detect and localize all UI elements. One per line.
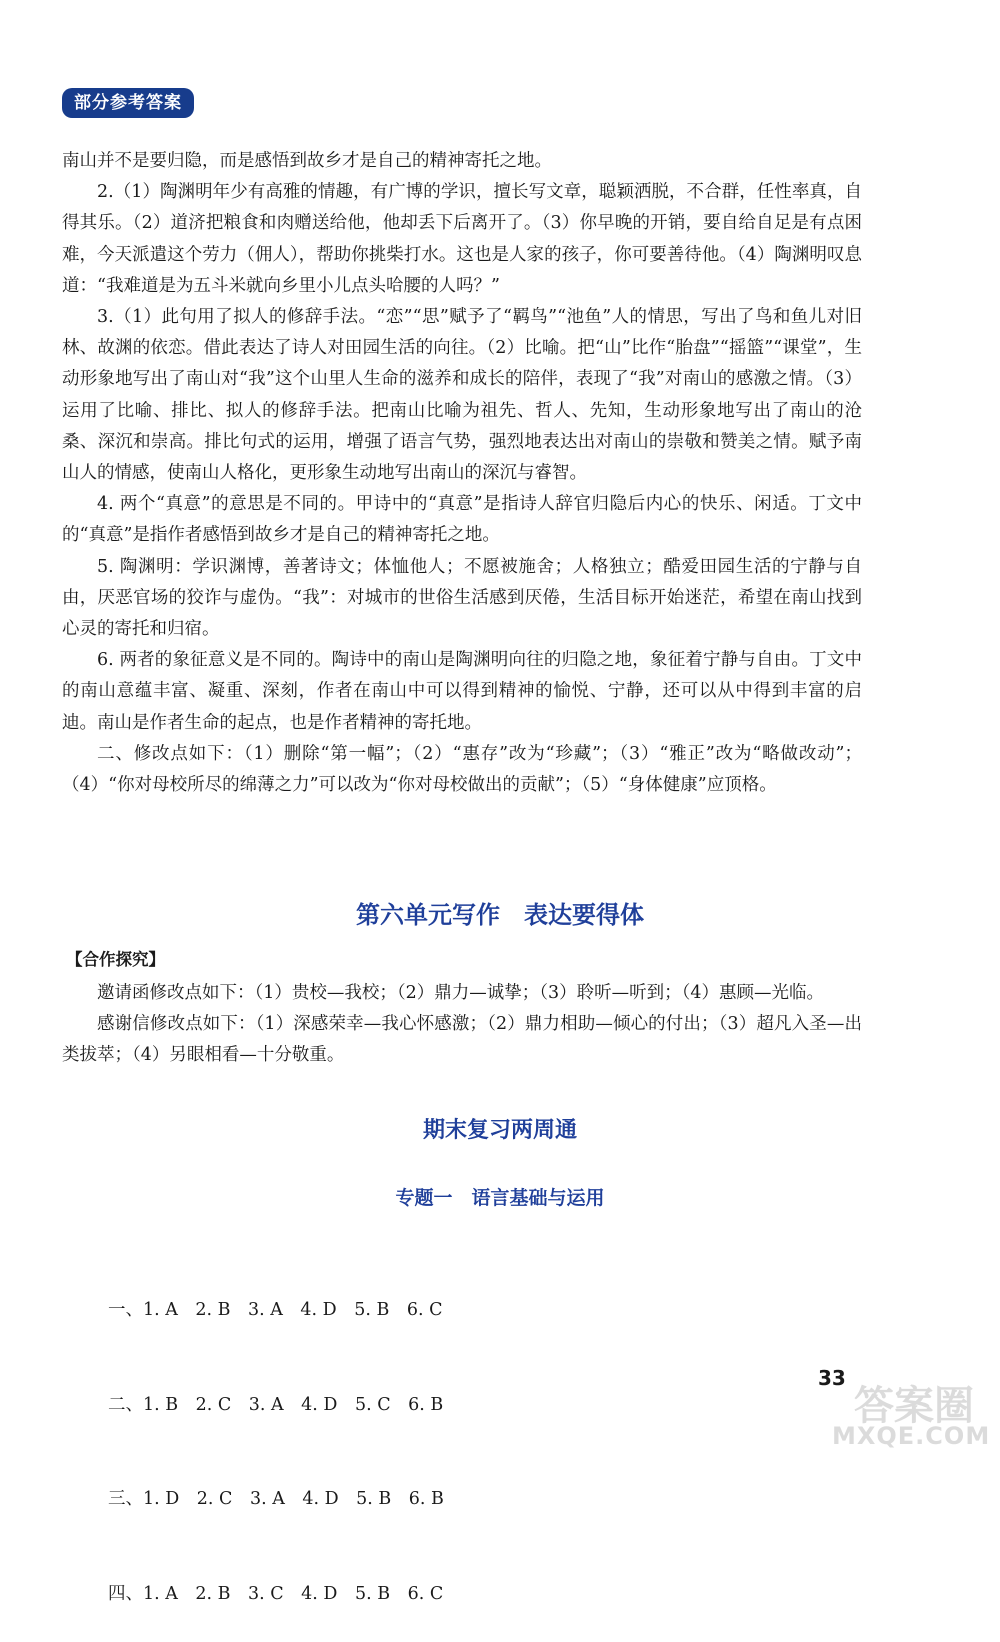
answer-paragraph: 感谢信修改点如下：（1）深感荣幸—我心怀感激；（2）鼎力相助—倾心的付出；（3）超凡入圣—出类拔萃；（4）另眼相看—十分敬重。	[62, 1014, 862, 1066]
answer-row: 一、1. A 2. B 3. A 4. D 5. B 6. C	[108, 1300, 443, 1320]
answer-paragraph: 5. 陶渊明：学识渊博，善著诗文；体恤他人；不愿被施舍；人格独立；酷爱田园生活的宁静与自由，厌恶官场的狡诈与虚伪。“我”：对城市的世俗生活感到厌倦，生活目标开始迷茫，希望在南山找到心灵的寄托和归宿。	[62, 556, 862, 640]
answer-paragraph: 二、修改点如下：（1）删除“第一幅”；（2）“惠存”改为“珍藏”；（3）“雅正”改为“略做改动”；（4）“你对母校所尽的绵薄之力”可以改为“你对母校做出的贡献”；（5）“身体健康”应顶格。	[62, 743, 862, 796]
choice-answers	[108, 1232, 444, 1642]
watermark-url: MXQE.COM	[832, 1422, 991, 1450]
answer-paragraph: 南山并不是要归隐，而是感悟到故乡才是自己的精神寄托之地。	[62, 151, 552, 171]
answer-section-badge: 部分参考答案	[62, 88, 194, 118]
topic-one-subtitle: 专题一 语言基础与运用	[395, 1187, 605, 1209]
answer-row: 二、1. B 2. C 3. A 4. D 5. C 6. B	[108, 1394, 444, 1415]
answer-paragraph: 4. 两个“真意”的意思是不同的。甲诗中的“真意”是指诗人辞官归隐后内心的快乐、闲适。丁文中的“真意”是指作者感悟到故乡才是自己的精神寄托之地。	[62, 494, 862, 546]
unit-six-writing-title: 第六单元写作 表达要得体	[356, 901, 644, 929]
final-review-title: 期末复习两周通	[422, 1118, 577, 1143]
writing-answers	[62, 978, 862, 1072]
answer-row: 四、1. A 2. B 3. C 4. D 5. B 6. C	[108, 1583, 444, 1604]
cooperative-inquiry-label: 【合作探究】	[66, 950, 165, 969]
answer-paragraph: 邀请函修改点如下：（1）贵校—我校；（2）鼎力—诚挚；（3）聆听—听到；（4）惠顾—光临。	[97, 983, 825, 1003]
answer-paragraph: 2.（1）陶渊明年少有高雅的情趣，有广博的学识，擅长写文章，聪颖洒脱，不合群，任性率真，自得其乐。（2）道济把粮食和肉赠送给他，他却丢下后离开了。（3）你早晚的开销，要自给自足是有点困难，今天派遣这个劳力（佣人），帮助你挑柴打水。这也是人家的孩子，你可要善待他。（4）陶渊明叹息道：“我难道是为五斗米就向乡里小儿点头哈腰的人吗？”	[62, 182, 862, 296]
answer-body	[62, 146, 862, 801]
watermark-logo	[826, 1372, 996, 1452]
answer-paragraph: 6. 两者的象征意义是不同的。陶诗中的南山是陶渊明向往的归隐之地，象征着宁静与自由。丁文中的南山意蕴丰富、凝重、深刻，作者在南山中可以得到精神的愉悦、宁静，还可以从中得到丰富的启迪。南山是作者生命的起点，也是作者精神的寄托地。	[62, 650, 862, 733]
watermark-text: 答案圈	[854, 1383, 974, 1429]
answer-row: 三、1. D 2. C 3. A 4. D 5. B 6. B	[108, 1489, 444, 1509]
page-number: 33	[818, 1366, 846, 1390]
answer-paragraph: 3.（1）此句用了拟人的修辞手法。“恋”“思”赋予了“羁鸟”“池鱼”人的情思，写出了鸟和鱼儿对旧林、故渊的依恋。借此表达了诗人对田园生活的向往。（2）比喻。把“山”比作“胎盘”“摇篮”“课堂”，生动形象地写出了南山对“我”这个山里人生命的滋养和成长的陪伴，表现了“我”对南山的感激之情。（3）运用了比喻、排比、拟人的修辞手法。把南山比喻为祖先、哲人、先知，生动形象地写出了南山的沧桑、深沉和崇高。排比句式的运用，增强了语言气势，强烈地表达出对南山的崇敬和赞美之情。赋予南山人的情感，使南山人格化，更形象生动地写出南山的深沉与睿智。	[62, 307, 862, 484]
